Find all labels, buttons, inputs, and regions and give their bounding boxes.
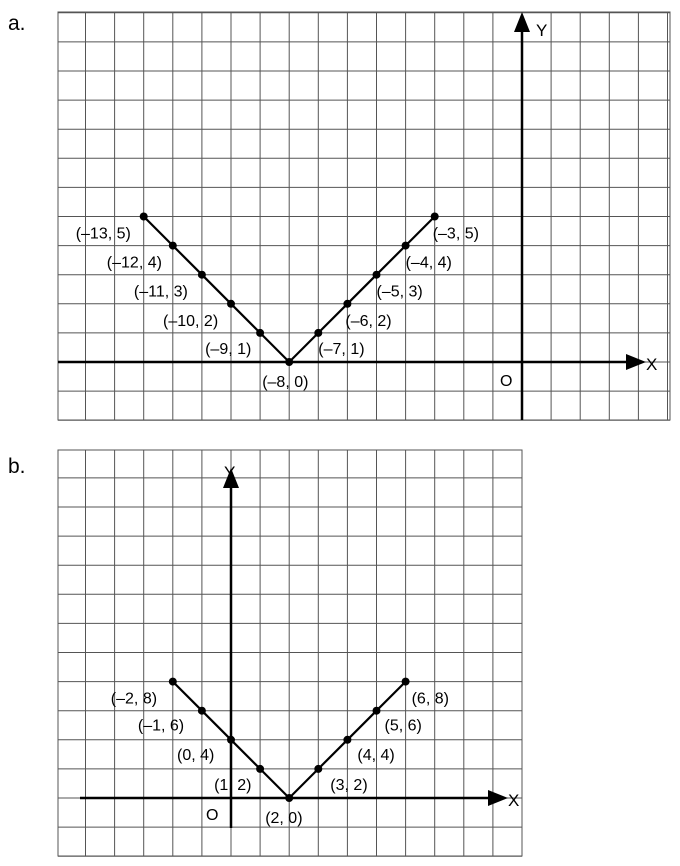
data-label: (–6, 2) — [345, 312, 392, 330]
data-label: (–1, 6) — [137, 717, 185, 735]
origin-label: O — [206, 807, 219, 824]
origin-label: O — [500, 373, 513, 390]
y-axis-label: Y — [536, 21, 548, 40]
data-point — [343, 300, 351, 308]
data-point — [373, 271, 381, 279]
data-point — [140, 213, 148, 221]
x-axis-arrow — [626, 354, 646, 370]
data-label: (–9, 1) — [205, 340, 252, 358]
data-point — [431, 213, 439, 221]
data-point — [256, 765, 264, 773]
data-point — [169, 678, 177, 686]
data-label: (0, 4) — [177, 746, 215, 764]
data-label: (–13, 5) — [75, 225, 131, 243]
data-point — [402, 242, 410, 250]
data-label: (–11, 3) — [133, 283, 188, 301]
data-label: (–3, 5) — [432, 225, 479, 243]
data-label: (–7, 1) — [318, 340, 365, 358]
data-point — [314, 329, 322, 337]
data-label: (–4, 4) — [405, 254, 452, 272]
data-label: (–8, 0) — [262, 374, 309, 391]
grid — [58, 12, 670, 420]
data-point — [285, 794, 293, 802]
data-label: (4, 4) — [357, 746, 395, 764]
data-label: (–12, 4) — [106, 254, 162, 272]
data-point — [256, 329, 264, 337]
data-point — [343, 736, 351, 744]
data-label: (2, 0) — [265, 810, 303, 827]
data-point — [285, 358, 293, 366]
data-label: (1, 2) — [214, 776, 252, 794]
data-point — [227, 736, 235, 744]
chart-panel-a — [8, 12, 670, 420]
data-point — [314, 765, 322, 773]
chart-panel-b — [8, 450, 522, 856]
x-axis-label: X — [508, 791, 520, 810]
data-point — [402, 678, 410, 686]
data-point — [198, 271, 206, 279]
x-axis-label: X — [646, 355, 658, 374]
data-label: (5, 6) — [384, 717, 422, 735]
data-label: (–2, 8) — [110, 690, 158, 708]
data-point — [373, 707, 381, 715]
data-label: (–10, 2) — [163, 312, 219, 330]
x-axis-arrow — [488, 790, 508, 806]
y-axis-label: Y — [224, 463, 236, 482]
data-point — [169, 242, 177, 250]
data-point — [198, 707, 206, 715]
panel-label: a. — [8, 12, 26, 35]
data-point — [227, 300, 235, 308]
panel-label: b. — [8, 455, 26, 478]
y-axis-arrow — [514, 12, 530, 32]
data-label: (6, 8) — [411, 690, 449, 708]
data-label: (3, 2) — [330, 776, 368, 794]
data-label: (–5, 3) — [376, 283, 423, 301]
